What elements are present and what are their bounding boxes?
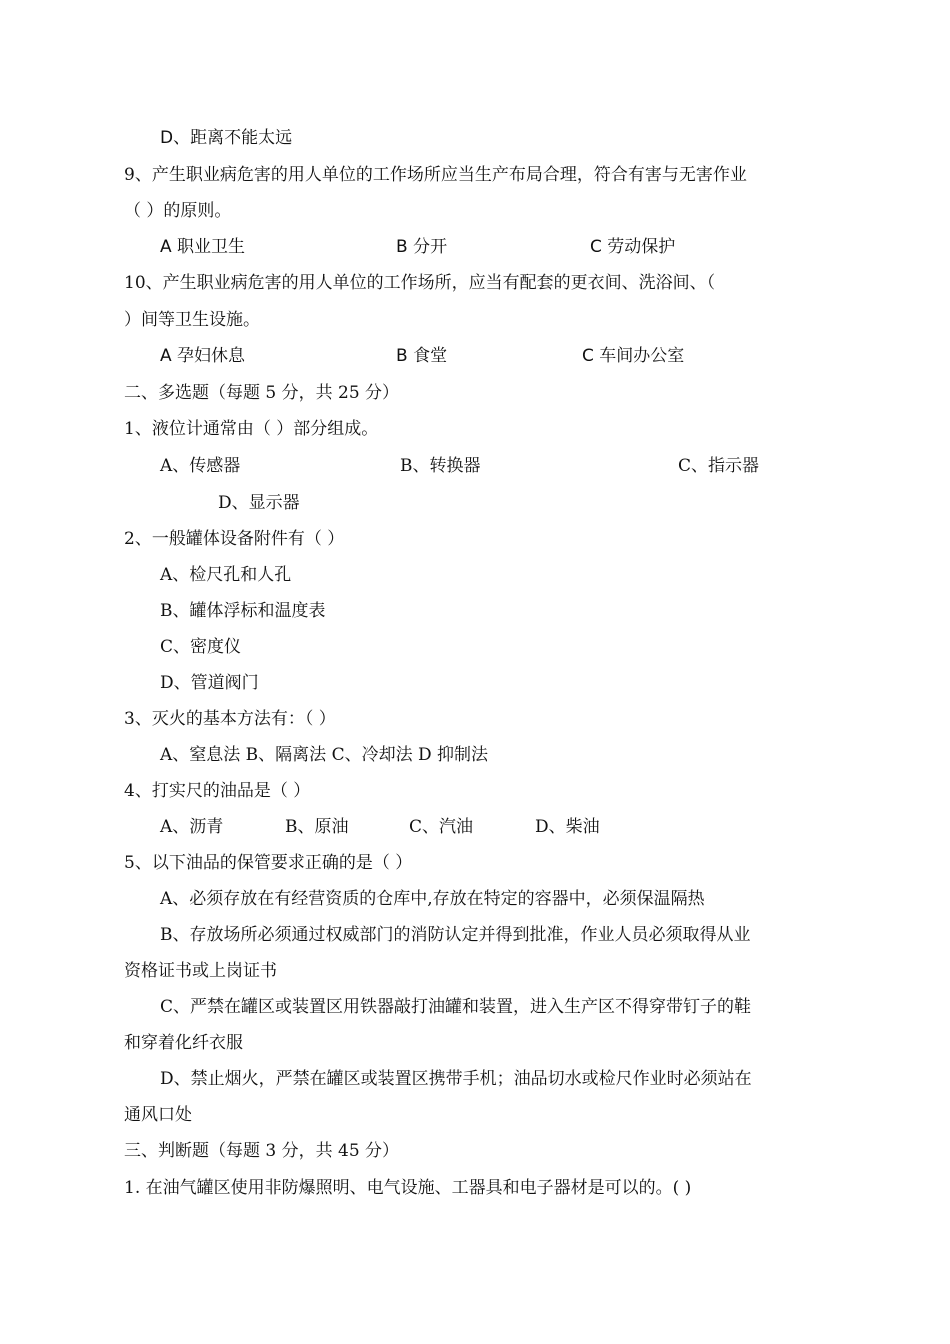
mc4-option-d: D、柴油 [535,817,600,837]
mc4-option-b: B、原油 [285,817,349,837]
mc4-option-c: C、汽油 [409,817,474,837]
mc2-option-a: A、检尺孔和人孔 [160,565,292,585]
mc3-options: A、窒息法 B、隔离法 C、冷却法 D 抑制法 [160,745,489,765]
section-true-false-heading: 三、判断题（每题 3 分，共 45 分） [124,1141,400,1161]
mc-question-2: 2、一般罐体设备附件有（ ） [124,529,345,549]
section-multi-choice-heading: 二、多选题（每题 5 分，共 25 分） [124,383,400,403]
question-10-cont: ）间等卫生设施。 [124,310,260,330]
mc-question-3: 3、灭火的基本方法有：（ ） [124,709,336,729]
q9-option-c: C 劳动保护 [590,237,676,257]
mc2-option-b: B、罐体浮标和温度表 [160,601,326,621]
option-d-q8: D、距离不能太远 [160,128,293,148]
mc1-option-c: C、指示器 [678,456,760,476]
question-10: 10、产生职业病危害的用人单位的工作场所，应当有配套的更衣间、洗浴间、（ [124,273,716,293]
mc1-option-d: D、显示器 [218,493,300,513]
mc-question-5: 5、以下油品的保管要求正确的是（ ） [124,853,413,873]
mc5-option-b: B、存放场所必须通过权威部门的消防认定并得到批准，作业人员必须取得从业 [160,925,751,945]
mc5-option-c-cont: 和穿着化纤衣服 [124,1033,243,1053]
mc5-option-b-cont: 资格证书或上岗证书 [124,961,277,981]
q9-option-b: B 分开 [396,237,448,257]
mc1-option-a: A、传感器 [160,456,241,476]
mc-question-4: 4、打实尺的油品是（ ） [124,781,311,801]
question-9: 9、产生职业病危害的用人单位的工作场所应当生产布局合理，符合有害与无害作业 [124,165,747,185]
q10-option-c: C 车间办公室 [582,346,685,366]
mc2-option-d: D、管道阀门 [160,673,259,693]
mc-question-1: 1、液位计通常由（ ）部分组成。 [124,419,379,439]
mc5-option-d: D、禁止烟火，严禁在罐区或装置区携带手机；油品切水或检尺作业时必须站在 [160,1069,752,1089]
q10-option-b: B 食堂 [396,346,448,366]
mc5-option-d-cont: 通风口处 [124,1105,192,1125]
mc2-option-c: C、密度仪 [160,637,242,657]
mc5-option-c: C、严禁在罐区或装置区用铁器敲打油罐和装置，进入生产区不得穿带钉子的鞋 [160,997,752,1017]
q9-option-a: A 职业卫生 [160,237,246,257]
tf-question-1: 1. 在油气罐区使用非防爆照明、电气设施、工器具和电子器材是可以的。( ) [124,1178,692,1198]
mc1-option-b: B、转换器 [400,456,481,476]
mc5-option-a: A、必须存放在有经营资质的仓库中,存放在特定的容器中，必须保温隔热 [160,889,705,909]
mc4-option-a: A、沥青 [160,817,224,837]
question-9-cont: （ ）的原则。 [124,201,232,221]
q10-option-a: A 孕妇休息 [160,346,246,366]
